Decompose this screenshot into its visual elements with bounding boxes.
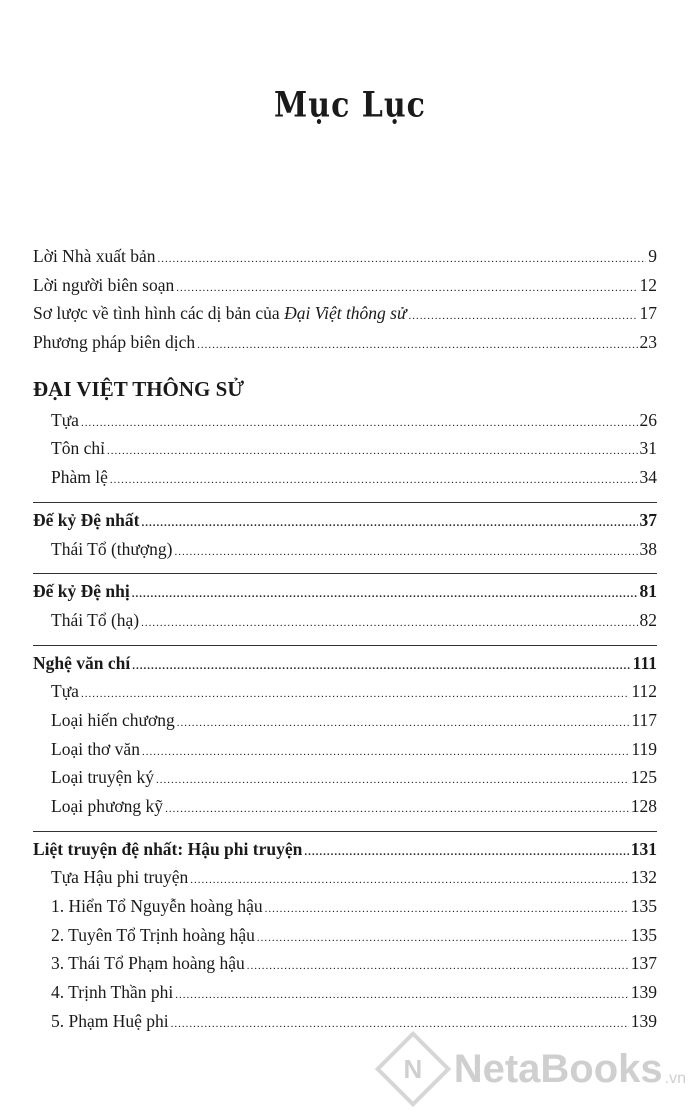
toc-entry[interactable] <box>33 275 657 304</box>
toc-section-page: 37 <box>639 509 657 530</box>
dot-leader <box>81 417 638 429</box>
dot-leader <box>156 774 629 786</box>
toc-entry[interactable] <box>33 539 657 568</box>
toc-entry-page: 137 <box>630 953 657 974</box>
dot-leader <box>265 903 629 915</box>
toc-entry-label: Tựa <box>51 409 79 430</box>
toc-entry-label: Loại hiến chương <box>51 709 175 730</box>
toc-entry-label: 3. Thái Tổ Phạm hoàng hậu <box>51 953 245 974</box>
toc-entry-label: Thái Tổ (thượng) <box>51 538 173 559</box>
toc-entry-page: 26 <box>639 409 657 430</box>
main-heading: ĐẠI VIỆT THÔNG SỬ <box>33 376 245 401</box>
toc-section-page: 81 <box>639 581 657 602</box>
toc-entry-label: Phàm lệ <box>51 467 108 488</box>
toc-entry-label: Loại thơ văn <box>51 738 140 759</box>
toc-entry-page: 139 <box>630 1010 657 1031</box>
toc-entry-page: 132 <box>630 867 657 888</box>
toc-entry-label: Lời người biên soạn <box>33 274 175 295</box>
toc-entry[interactable] <box>33 410 657 439</box>
dot-leader <box>165 803 629 815</box>
toc-section-label: Đế kỷ Đệ nhị <box>33 581 130 602</box>
toc-entry[interactable] <box>33 610 657 639</box>
dot-leader <box>247 960 629 972</box>
dot-leader <box>197 339 637 351</box>
section-divider <box>33 831 657 832</box>
toc-entry-label: Lời Nhà xuất bản <box>33 246 156 266</box>
toc-entry[interactable] <box>33 467 657 496</box>
toc-entry-label: Tựa Hậu phi truyện <box>51 867 189 888</box>
toc-entry-page: 112 <box>631 681 657 702</box>
dot-leader <box>110 474 638 486</box>
watermark <box>386 1042 686 1096</box>
toc-entry[interactable] <box>33 303 657 332</box>
toc-entry-label: 5. Phạm Huệ phi <box>51 1010 169 1031</box>
dot-leader <box>142 746 629 758</box>
toc-entry[interactable] <box>33 1011 657 1040</box>
dot-leader <box>81 688 629 700</box>
toc-entry-page: 38 <box>639 538 657 559</box>
toc-section-entry[interactable] <box>33 510 657 539</box>
dot-leader <box>107 445 638 457</box>
toc-entry-label <box>33 303 407 324</box>
dot-leader <box>157 253 646 265</box>
dot-leader <box>190 874 628 886</box>
toc-entry-page: 139 <box>630 982 657 1003</box>
toc-entry-page: 135 <box>630 896 657 917</box>
toc-section-entry[interactable] <box>33 653 657 682</box>
toc-entry[interactable] <box>33 953 657 982</box>
toc-entry-page: 12 <box>639 274 657 295</box>
toc-entry-label: Thái Tổ (hạ) <box>51 609 140 630</box>
toc-entry-label: Tựa <box>51 681 79 702</box>
toc-entry-page: 119 <box>631 738 657 759</box>
table-of-contents <box>33 246 657 1040</box>
toc-entry-page: 34 <box>639 467 657 488</box>
toc-section-page: 111 <box>632 652 657 673</box>
netabooks-logo-icon: N <box>375 1031 451 1107</box>
toc-entry[interactable] <box>33 739 657 768</box>
toc-entry-page: 117 <box>631 709 657 730</box>
toc-entry-label: Tôn chỉ <box>51 438 105 459</box>
dot-leader <box>141 517 637 529</box>
toc-entry-label-prefix: Sơ lược về tình hình các dị bản của <box>33 303 285 324</box>
toc-entry-label: Phương pháp biên dịch <box>33 332 196 353</box>
watermark-suffix: .vn <box>664 1070 686 1087</box>
page-title: Mục Lục <box>274 85 426 126</box>
toc-entry-label: 1. Hiển Tổ Nguyễn hoàng hậu <box>51 896 263 917</box>
dot-leader <box>175 989 629 1001</box>
dot-leader <box>174 546 637 558</box>
dot-leader <box>141 617 637 629</box>
toc-section-page: 131 <box>630 838 657 859</box>
toc-entry[interactable] <box>33 438 657 467</box>
toc-entry[interactable] <box>33 925 657 954</box>
dot-leader <box>177 717 630 729</box>
toc-entry-page: 82 <box>639 609 657 630</box>
toc-entry-page: 31 <box>639 438 657 459</box>
toc-section-entry[interactable] <box>33 839 657 868</box>
section-divider <box>33 645 657 646</box>
toc-section-entry[interactable] <box>33 581 657 610</box>
dot-leader <box>176 282 637 294</box>
dot-leader <box>132 588 638 600</box>
toc-section-label: Nghệ văn chí <box>33 652 131 673</box>
toc-entry[interactable] <box>33 982 657 1011</box>
toc-entry-page: 135 <box>630 924 657 945</box>
toc-section-label: Liệt truyện đệ nhất: Hậu phi truyện <box>33 838 303 859</box>
toc-entry-label: Loại truyện ký <box>51 767 155 788</box>
toc-entry[interactable] <box>33 710 657 739</box>
section-divider <box>33 573 657 574</box>
book-title-italic: Đại Việt thông sử <box>284 303 407 324</box>
toc-entry-page: 23 <box>639 332 657 353</box>
section-divider <box>33 502 657 503</box>
dot-leader <box>304 846 628 858</box>
toc-section-label: Đế kỷ Đệ nhất <box>33 509 140 530</box>
watermark-text: NetaBooks <box>453 1046 663 1091</box>
toc-entry-page: 9 <box>648 246 657 266</box>
toc-entry[interactable] <box>33 767 657 796</box>
toc-entry[interactable] <box>33 867 657 896</box>
toc-entry-label: 4. Trịnh Thần phi <box>51 982 174 1003</box>
toc-entry[interactable] <box>33 246 657 275</box>
toc-entry-label: Loại phương kỹ <box>51 796 164 816</box>
dot-leader <box>409 310 638 322</box>
dot-leader <box>257 932 629 944</box>
toc-entry[interactable] <box>33 896 657 925</box>
dot-leader <box>171 1018 629 1030</box>
toc-entry-page: 125 <box>630 767 657 788</box>
toc-entry[interactable] <box>33 796 657 825</box>
toc-entry[interactable] <box>33 681 657 710</box>
toc-entry[interactable] <box>33 332 657 361</box>
dot-leader <box>132 660 630 672</box>
toc-entry-label: 2. Tuyên Tổ Trịnh hoàng hậu <box>51 924 255 945</box>
toc-entry-page: 17 <box>639 303 657 324</box>
toc-entry-page: 128 <box>630 796 657 816</box>
